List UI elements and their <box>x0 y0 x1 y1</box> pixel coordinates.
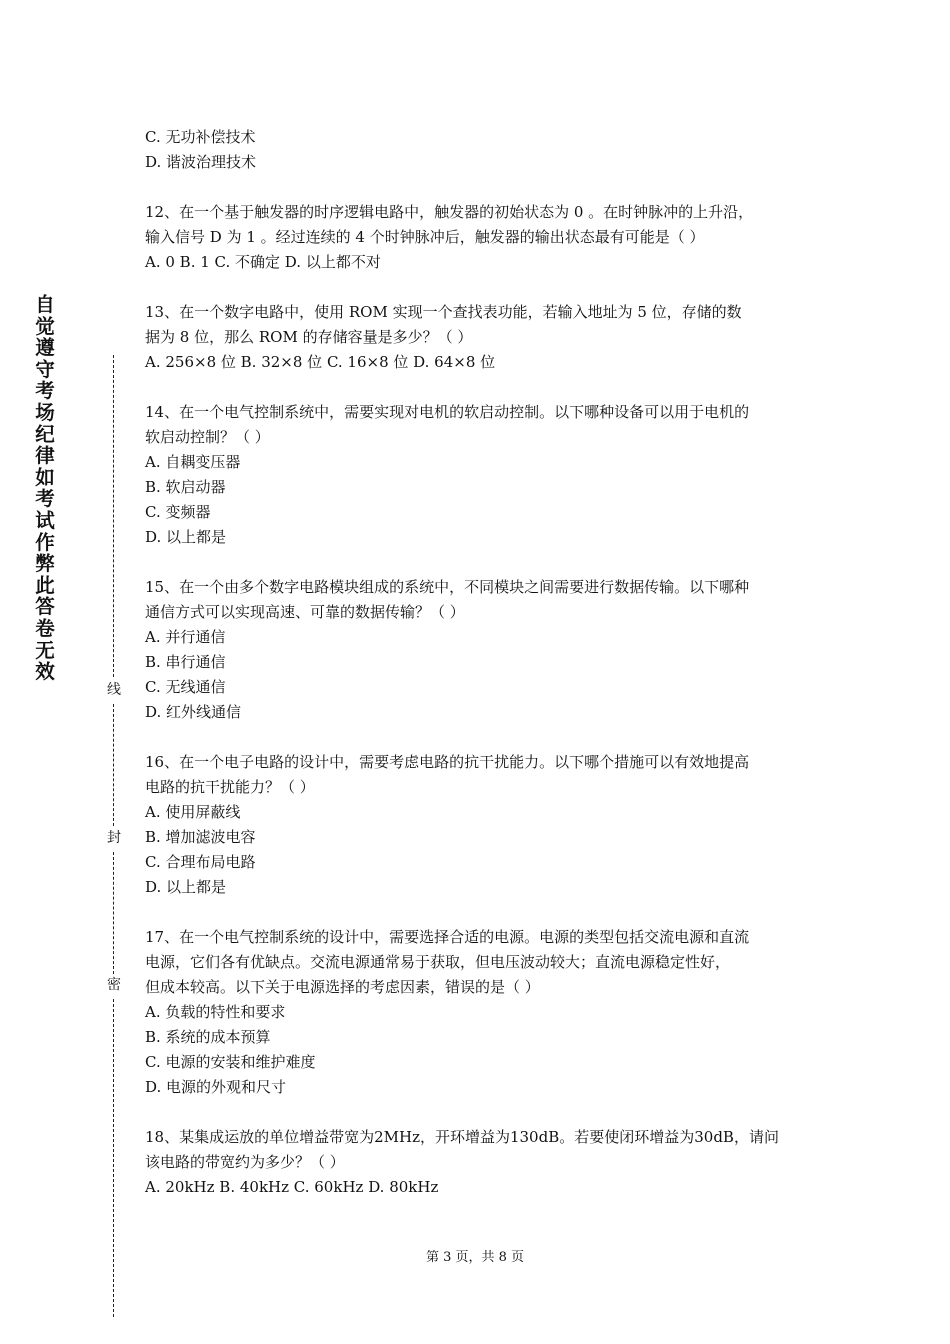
question-stem-line: 但成本较高。以下关于电源选择的考虑因素，错误的是（ ） <box>145 978 540 996</box>
question-block <box>145 925 825 1100</box>
seal-label-secret: 密 <box>107 977 121 993</box>
spacer <box>145 550 825 575</box>
page-number: 第 3 页，共 8 页 <box>425 1250 525 1265</box>
question-stem-line: 该电路的带宽约为多少？（ ） <box>145 1153 345 1171</box>
answer-option: D. 红外线通信 <box>145 703 242 721</box>
question-stem-line: 15、在一个由多个数字电路模块组成的系统中，不同模块之间需要进行数据传输。以下哪种 <box>145 578 750 596</box>
binding-line <box>113 999 114 1317</box>
seal-label-line: 线 <box>107 682 121 698</box>
spacer <box>145 900 825 925</box>
answer-option: C. 合理布局电路 <box>145 853 256 871</box>
answer-option: D. 谐波治理技术 <box>145 153 257 171</box>
answer-option: A. 0 B. 1 C. 不确定 D. 以上都不对 <box>145 253 381 271</box>
answer-option: B. 串行通信 <box>145 653 226 671</box>
answer-option: C. 变频器 <box>145 503 211 521</box>
question-block <box>145 575 825 725</box>
question-stem-line: 通信方式可以实现高速、可靠的数据传输？（ ） <box>145 603 465 621</box>
question-stem-line: 18、某集成运放的单位增益带宽为2MHz，开环增益为130dB。若要使闭环增益为30dB，请问 <box>145 1128 779 1146</box>
question-stem-line: 电源，它们各有优缺点。交流电源通常易于获取，但电压波动较大；直流电源稳定性好， <box>145 953 731 971</box>
answer-option: B. 增加滤波电容 <box>145 828 256 846</box>
question-stem-line: 13、在一个数字电路中，使用 ROM 实现一个查找表功能，若输入地址为 5 位，存储的数 <box>145 303 742 321</box>
answer-option: A. 自耦变压器 <box>145 453 241 471</box>
spacer <box>145 175 825 200</box>
question-block <box>145 300 825 375</box>
question-stem-line: 17、在一个电气控制系统的设计中，需要选择合适的电源。电源的类型包括交流电源和直流 <box>145 928 750 946</box>
question-block <box>145 200 825 275</box>
answer-option: C. 无线通信 <box>145 678 226 696</box>
question-block <box>145 1125 825 1200</box>
seal-label-seal: 封 <box>107 830 121 846</box>
answer-option: A. 负载的特性和要求 <box>145 1003 286 1021</box>
answer-option: C. 无功补偿技术 <box>145 128 256 146</box>
question-stem-line: 16、在一个电子电路的设计中，需要考虑电路的抗干扰能力。以下哪个措施可以有效地提高 <box>145 753 750 771</box>
question-block <box>145 125 825 175</box>
binding-line <box>113 704 114 826</box>
answer-option: B. 软启动器 <box>145 478 226 496</box>
spacer <box>145 1100 825 1125</box>
exam-discipline-warning: 自觉遵守考场纪律如考试作弊此答卷无效 <box>35 293 55 684</box>
answer-option: D. 电源的外观和尺寸 <box>145 1078 287 1096</box>
question-list <box>145 125 825 1200</box>
question-stem-line: 输入信号 D 为 1 。经过连续的 4 个时钟脉冲后，触发器的输出状态最有可能是（ ） <box>145 228 705 246</box>
question-stem-line: 据为 8 位，那么 ROM 的存储容量是多少？（ ） <box>145 328 473 346</box>
spacer <box>145 275 825 300</box>
spacer <box>145 375 825 400</box>
answer-option: D. 以上都是 <box>145 878 227 896</box>
binding-line <box>113 355 114 677</box>
question-block <box>145 400 825 550</box>
answer-option: C. 电源的安装和维护难度 <box>145 1053 316 1071</box>
answer-option: A. 并行通信 <box>145 628 226 646</box>
answer-option: A. 20kHz B. 40kHz C. 60kHz D. 80kHz <box>145 1178 439 1196</box>
binding-line <box>113 852 114 974</box>
question-stem-line: 14、在一个电气控制系统中，需要实现对电机的软启动控制。以下哪种设备可以用于电机的 <box>145 403 750 421</box>
answer-option: A. 使用屏蔽线 <box>145 803 241 821</box>
question-stem-line: 软启动控制？（ ） <box>145 428 270 446</box>
question-stem-line: 电路的抗干扰能力？（ ） <box>145 778 315 796</box>
question-block <box>145 750 825 900</box>
answer-option: B. 系统的成本预算 <box>145 1028 271 1046</box>
answer-option: D. 以上都是 <box>145 528 227 546</box>
spacer <box>145 725 825 750</box>
question-stem-line: 12、在一个基于触发器的时序逻辑电路中，触发器的初始状态为 0 。在时钟脉冲的上升沿， <box>145 203 754 221</box>
answer-option: A. 256×8 位 B. 32×8 位 C. 16×8 位 D. 64×8 位 <box>145 353 496 371</box>
